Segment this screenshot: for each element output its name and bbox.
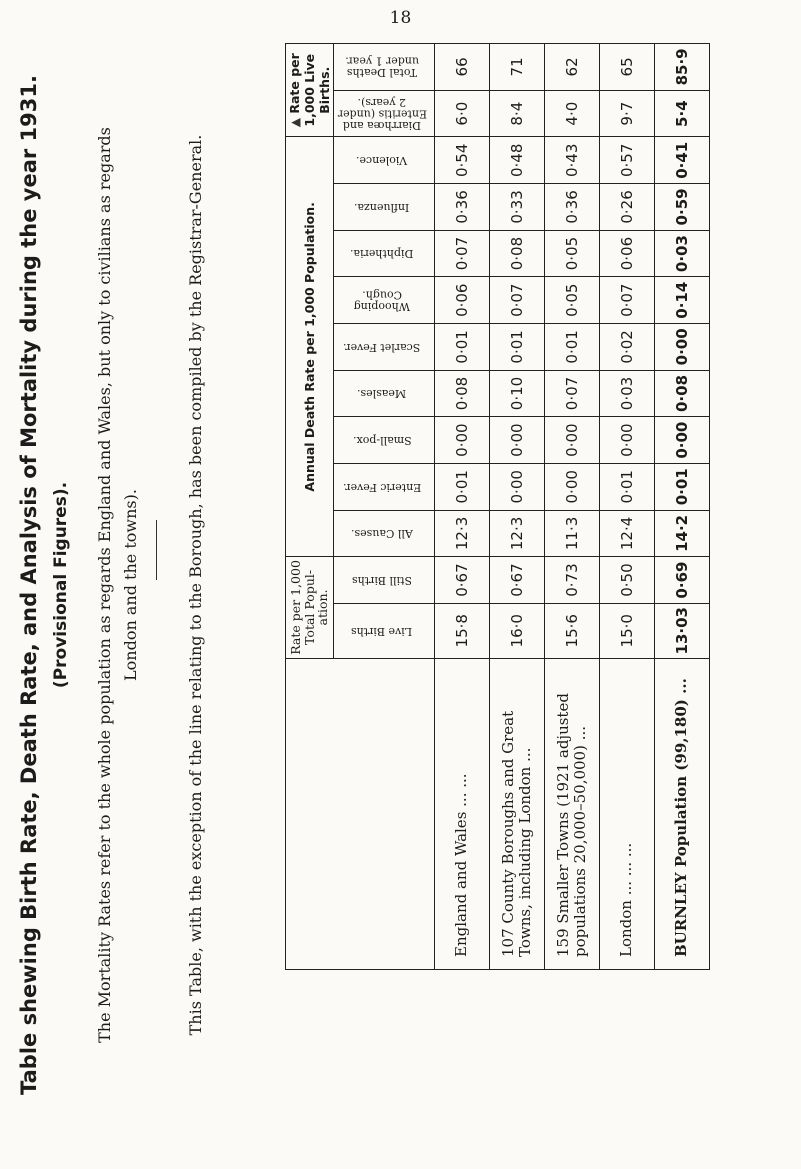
cell: 0·67 [489,556,544,603]
table-row [434,43,489,969]
cell: 0·01 [544,323,599,370]
cell: 13·03 [654,603,709,658]
cell: 0·07 [599,276,654,323]
cell: 0·05 [544,276,599,323]
births-rate-header [285,43,333,136]
triangle-marker-icon: ▲ [287,117,302,127]
cell: 0·69 [654,556,709,603]
cell: 4·0 [544,90,599,137]
divider [156,520,157,580]
column-header: Measles. [333,370,434,417]
cell: 8·4 [489,90,544,137]
cell: 0·50 [599,556,654,603]
table-subtitle: (Provisional Figures). [50,481,71,688]
cell: 0·00 [489,416,544,463]
cell: 71 [489,43,544,90]
births-rate-header-label: Rate per 1,000 Live Births. [286,52,332,127]
note-line-1: The Mortality Rates refer to the whole population as regards England and Wales, but only to civilians as regards [94,126,114,1043]
cell: 0·36 [434,183,489,230]
column-header: Still Births [333,556,434,603]
cell: 0·05 [544,230,599,277]
column-header: All Causes. [333,510,434,557]
area-name: 159 Smaller Towns (1921 adjusted populations 20,000–50,000) ... [544,658,599,969]
cell: 0·00 [544,416,599,463]
cell: 0·06 [599,230,654,277]
table-title: Table shewing Birth Rate, Death Rate, and Analysis of Mortality during the year 1931. [16,74,41,1095]
cell: 0·48 [489,136,544,183]
cell: 0·00 [544,463,599,510]
area-name: BURNLEY Population (99,180) ... [654,658,709,969]
cell: 0·36 [544,183,599,230]
column-header: Diphtheria. [333,230,434,277]
cell: 0·07 [489,276,544,323]
cell: 0·07 [434,230,489,277]
rotated-page-content [11,25,791,1145]
cell: 9·7 [599,90,654,137]
note-line-3: This Table, with the exception of the line relating to the Borough, has been compiled by the Registrar-General. [185,134,205,1035]
rate-total-header: Rate per 1,000 Total Popul-ation. [285,556,333,657]
cell: 0·00 [489,463,544,510]
cell: 15·8 [434,603,489,658]
cell: 0·57 [599,136,654,183]
cell: 0·26 [599,183,654,230]
page-number: 18 [389,8,412,28]
cell: 5·4 [654,90,709,137]
cell: 0·08 [434,370,489,417]
column-header: Influenza. [333,183,434,230]
area-header-blank [285,658,434,969]
cell: 0·10 [489,370,544,417]
cell: 0·06 [434,276,489,323]
cell: 0·00 [434,416,489,463]
cell: 65 [599,43,654,90]
column-header: Live Births [333,603,434,658]
column-header: Small-pox. [333,416,434,463]
cell: 0·01 [599,463,654,510]
column-header: Whooping Cough. [333,276,434,323]
cell: 0·59 [654,183,709,230]
cell: 0·08 [489,230,544,277]
note-line-2: London and the towns). [120,488,140,681]
cell: 85·9 [654,43,709,90]
cell: 0·01 [654,463,709,510]
cell: 15·6 [544,603,599,658]
cell: 0·01 [489,323,544,370]
cell: 6·0 [434,90,489,137]
mortality-table [285,43,710,970]
cell: 0·07 [544,370,599,417]
cell: 12·4 [599,510,654,557]
cell: 0·41 [654,136,709,183]
death-rate-header: Annual Death Rate per 1,000 Population. [285,136,333,556]
area-name: London ... ... ... [599,658,654,969]
cell: 0·67 [434,556,489,603]
cell: 0·01 [434,463,489,510]
cell: 0·00 [654,323,709,370]
cell: 14·2 [654,510,709,557]
column-header: Total Deaths under 1 year. [333,43,434,90]
cell: 11·3 [544,510,599,557]
column-header: Scarlet Fever. [333,323,434,370]
cell: 0·02 [599,323,654,370]
cell: 0·73 [544,556,599,603]
cell: 66 [434,43,489,90]
table-row [599,43,654,969]
area-name: 107 County Boroughs and Great Towns, including London ... [489,658,544,969]
cell: 0·43 [544,136,599,183]
column-header: Violence. [333,136,434,183]
cell: 62 [544,43,599,90]
cell: 0·54 [434,136,489,183]
cell: 12·3 [434,510,489,557]
cell: 15·0 [599,603,654,658]
cell: 0·08 [654,370,709,417]
area-name: England and Wales ... ... [434,658,489,969]
table-row [489,43,544,969]
cell: 0·03 [599,370,654,417]
column-header: Enteric Fever. [333,463,434,510]
table-row [654,43,709,969]
cell: 16·0 [489,603,544,658]
cell: 0·03 [654,230,709,277]
cell: 0·01 [434,323,489,370]
cell: 0·14 [654,276,709,323]
cell: 12·3 [489,510,544,557]
column-header: Diarrhœa and Enteritis (under 2 years). [333,90,434,137]
cell: 0·33 [489,183,544,230]
cell: 0·00 [599,416,654,463]
cell: 0·00 [654,416,709,463]
table-row [544,43,599,969]
